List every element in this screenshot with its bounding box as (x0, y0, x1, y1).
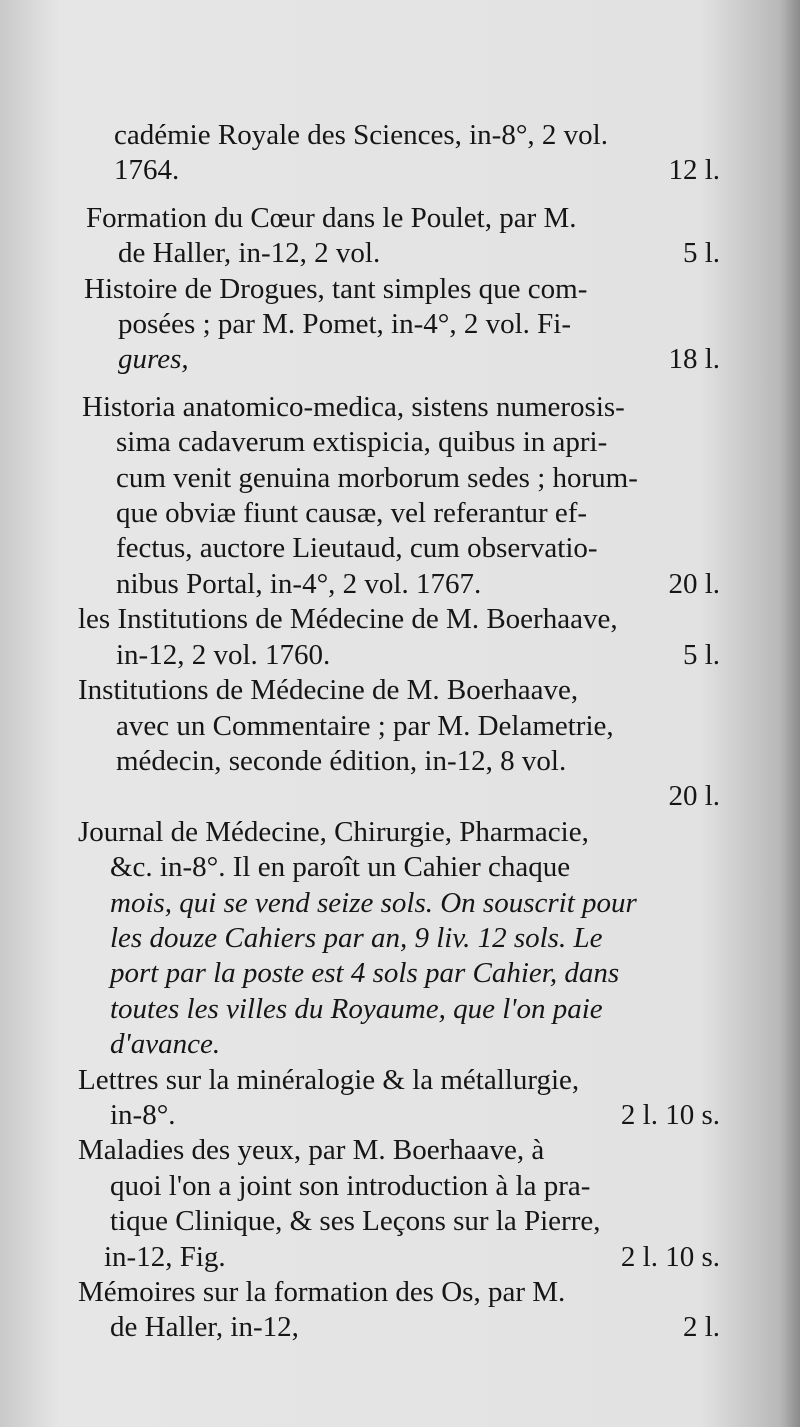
catalogue-entry (78, 815, 720, 1063)
entry-line: gures, (118, 343, 189, 376)
entry-price: 20 l. (668, 780, 720, 813)
catalogue-entry (78, 118, 720, 189)
entry-line: fectus, auctore Lieutaud, cum observatio- (116, 532, 598, 565)
entry-line: tique Clinique, & ses Leçons sur la Pierre, (110, 1205, 601, 1238)
entry-line: que obviæ fiunt causæ, vel referantur ef- (116, 497, 588, 530)
entry-line: in-8°. (110, 1098, 176, 1131)
entry-line: in-12, Fig. (104, 1240, 226, 1273)
entry-line: in-12, 2 vol. 1760. (116, 638, 331, 671)
entry-line: 1764. (114, 154, 180, 187)
entry-price: 5 l. (682, 237, 720, 270)
catalogue-entry (78, 1275, 720, 1346)
entry-line: d'avance. (110, 1028, 221, 1061)
entry-line: Formation du Cœur dans le Poulet, par M. (86, 201, 577, 234)
entry-line: Mémoires sur la formation des Os, par M. (78, 1276, 566, 1308)
entry-line: quoi l'on a joint son introduction à la pra- (110, 1169, 591, 1202)
entry-line: Institutions de Médecine de M. Boerhaave, (78, 674, 579, 707)
catalogue-entry (78, 602, 720, 673)
entry-line: port par la poste est 4 sols par Cahier, dans (110, 957, 620, 990)
catalogue-entry (78, 201, 720, 272)
entry-price: 2 l. 10 s. (620, 1240, 720, 1273)
entry-price: 2 l. (682, 1311, 720, 1344)
entry-line: Histoire de Drogues, tant simples que com- (84, 272, 588, 305)
entry-line: Maladies des yeux, par M. Boerhaave, à (78, 1134, 545, 1167)
entry-price: 12 l. (668, 154, 720, 187)
entry-line: avec un Commentaire ; par M. Delametrie, (116, 709, 614, 742)
entry-line: toutes les villes du Royaume, que l'on paie (110, 992, 603, 1025)
entry-line: médecin, seconde édition, in-12, 8 vol. (116, 744, 567, 777)
entry-price: 20 l. (668, 567, 720, 600)
entry-line: Lettres sur la minéralogie & la métallurgie, (78, 1063, 580, 1096)
entry-line: les Institutions de Médecine de M. Boerhaave, (78, 603, 618, 636)
entry-line: de Haller, in-12, (110, 1311, 299, 1344)
catalogue-entry (78, 1133, 720, 1275)
entry-price: 18 l. (668, 343, 720, 376)
entry-line: nibus Portal, in-4°, 2 vol. 1767. (116, 567, 482, 600)
catalogue-entry (78, 673, 720, 815)
entry-price: 2 l. 10 s. (620, 1098, 720, 1131)
entry-line: Journal de Médecine, Chirurgie, Pharmacie, (78, 815, 589, 848)
entry-line: cum venit genuina morborum sedes ; horum- (116, 461, 638, 494)
entry-line: Historia anatomico-medica, sistens numerosis- (82, 390, 625, 423)
entry-line: &c. in-8°. Il en paroît un Cahier chaque (110, 851, 571, 884)
entry-line: posées ; par M. Pomet, in-4°, 2 vol. Fi- (118, 308, 572, 341)
catalogue-entry (78, 390, 720, 602)
entry-line: de Haller, in-12, 2 vol. (118, 237, 381, 270)
catalogue-text (78, 118, 720, 1346)
catalogue-entry (78, 1063, 720, 1134)
entry-line: mois, qui se vend seize sols. On souscrit pour (110, 886, 637, 919)
entry-line: les douze Cahiers par an, 9 liv. 12 sols. Le (110, 921, 603, 954)
catalogue-entry (78, 272, 720, 378)
entry-line: cadémie Royale des Sciences, in-8°, 2 vol. (114, 119, 608, 151)
entry-line: sima cadaverum extispicia, quibus in apri- (116, 426, 608, 459)
entry-price: 5 l. (682, 638, 720, 671)
